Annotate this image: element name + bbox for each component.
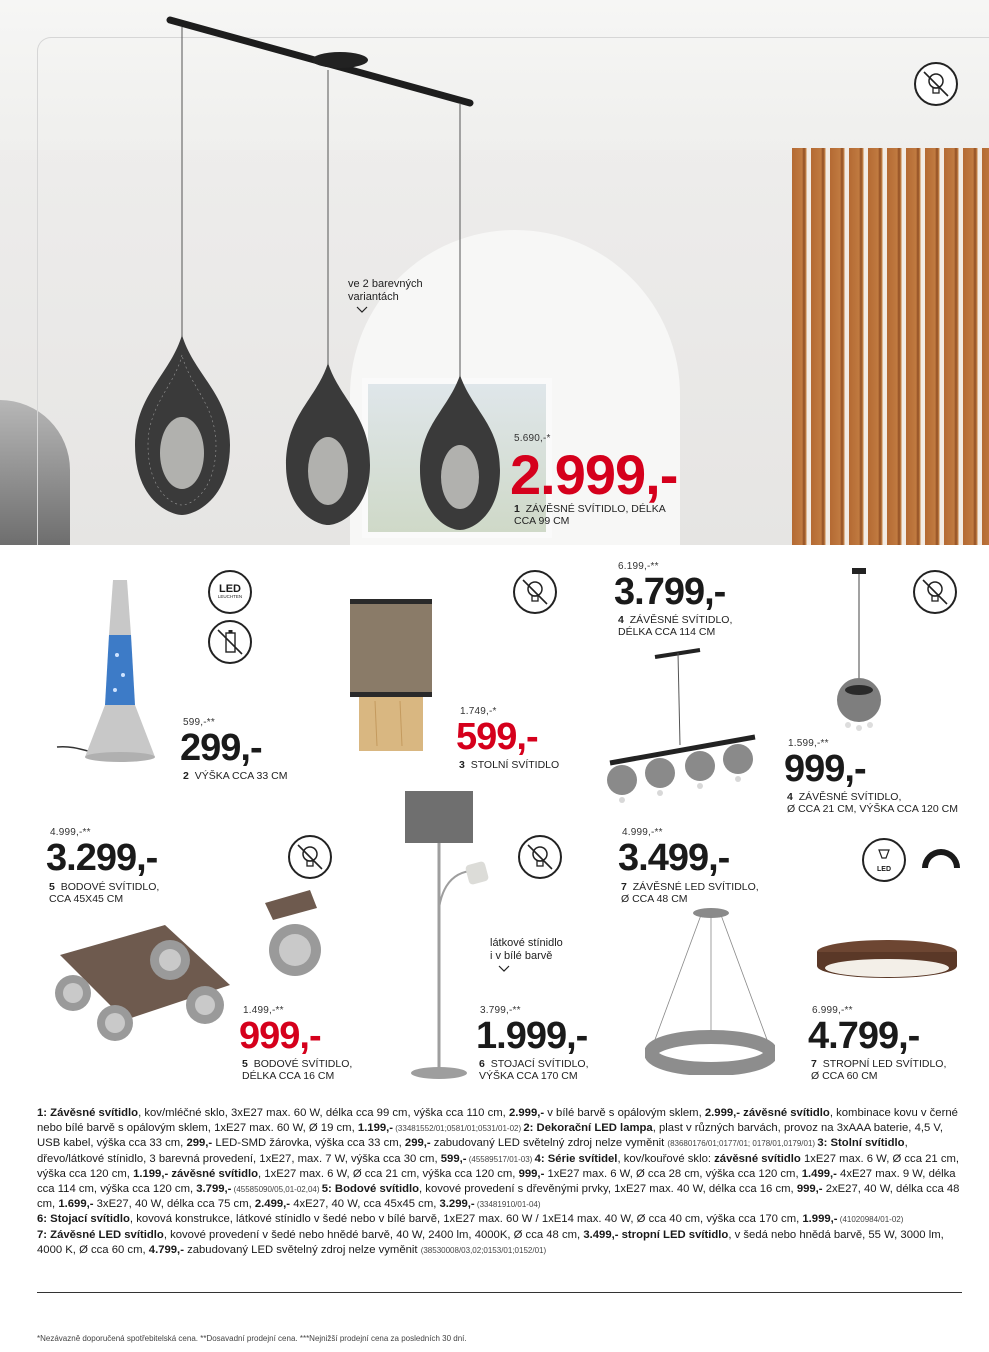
p4b-label-line1: ZÁVĚSNÉ SVÍTIDLO,	[798, 791, 902, 803]
no-bulb-included-icon	[513, 570, 557, 614]
pendant-4-lights-image	[600, 645, 785, 810]
led-icon-subtext: LEUCHTEN	[217, 594, 243, 600]
desc-text: 1xE27 max. 6 W, Ø cca 28 cm, výška cca 120 cm,	[544, 1167, 802, 1180]
desc-s2-title: 2: Dekorační LED lampa	[523, 1122, 653, 1135]
no-bulb-included-icon	[288, 835, 332, 879]
desc-code: (33481552/01;0581/01;0531/01-02)	[393, 1124, 524, 1134]
p5a-label	[49, 881, 159, 905]
desc-code: (38530008/03,02;0153/01;0152/01)	[420, 1245, 547, 1255]
p4a-price: 3.799,-	[614, 571, 726, 613]
p5a-price: 3.299,-	[46, 837, 158, 879]
shade-note-line1: látkové stínidlo	[490, 937, 563, 949]
desc-s5-title: 5: Bodové svítidlo	[321, 1183, 420, 1196]
p5b-label-line1: BODOVÉ SVÍTIDLO,	[253, 1058, 353, 1070]
led-lamp-icon	[208, 570, 252, 614]
desc-price: 1.699,-	[58, 1198, 94, 1211]
desc-text: , kov/mléčné sklo, 3xE27 max. 60 W, délka cca 99 cm, výška cca 110 cm,	[138, 1107, 509, 1119]
divider	[37, 1292, 962, 1293]
p4b-label	[787, 791, 958, 815]
p6-label-line1: STOJACÍ SVÍTIDLO,	[490, 1058, 589, 1070]
spotlight-4x-image	[45, 915, 235, 1050]
p7b-old-price: 6.999,-**	[812, 1005, 853, 1016]
footnote: *Nezávazně doporučená spotřebitelská cena. **Dosavadní prodejní cena. ***Nejnižší prodejní cena za posledních 30 dní.	[37, 1334, 467, 1343]
p4a-old-price: 6.199,-**	[618, 561, 659, 572]
desc-price: 299,-	[186, 1137, 213, 1150]
desc-text: , kombinace kovu v černé nebo bílé barvě s opálovým sklem, 1xE27 max. 60 W, Ø 19 cm,	[37, 1107, 958, 1135]
p7a-num: 7	[621, 881, 627, 893]
desc-price: 2.999,-	[508, 1107, 545, 1119]
desc-s3-title: 3: Stolní svítidlo	[817, 1137, 905, 1150]
chevron-down-icon	[356, 305, 423, 318]
no-bulb-included-icon	[518, 835, 562, 879]
desc-price: 2.999,- závěsné svítidlo	[704, 1107, 830, 1119]
desc-text: , v šedá nebo hnědá barvě, 55 W, 3000 lm, 4000 K, Ø cca 60 cm,	[37, 1228, 944, 1256]
desc-code: (83680176/01;0177/01; 0178/01,0179/01)	[667, 1139, 818, 1149]
desc-price: 3.799,-	[196, 1183, 232, 1196]
desc-price: 2.499,-	[254, 1198, 291, 1211]
desc-text: 2xE27, 40 W, délka cca 48 cm,	[37, 1183, 960, 1211]
desc-text: , kovové provedení v šedé nebo hnědé barvě, 40 W, 2400 lm, 4000K, Ø cca 48 cm,	[163, 1228, 584, 1241]
p4b-num: 4	[787, 791, 793, 803]
desc-code: (33481910/01-04)	[474, 1200, 541, 1210]
desc-price: 1.499,-	[801, 1167, 837, 1180]
desc-text: zabudovaný LED světelný zdroj nelze vyměnit	[430, 1137, 668, 1150]
no-battery-included-icon	[208, 620, 252, 664]
led-ring-pendant-image	[645, 905, 775, 1075]
p7b-label-line1: STROPNÍ LED SVÍTIDLO,	[822, 1058, 947, 1070]
hero-price: 2.999,-	[510, 443, 678, 506]
p5b-old-price: 1.499,-**	[243, 1005, 284, 1016]
desc-price: 999,-	[796, 1183, 823, 1196]
p4a-label-line2: DÉLKA CCA 114 CM	[618, 626, 716, 638]
desc-code: (41020984/01-02)	[837, 1215, 904, 1225]
desc-price: 4.799,-	[148, 1243, 184, 1256]
wood-slat-wall	[792, 148, 989, 545]
pendant-lamp-image	[130, 15, 510, 535]
p6-label-line2: VÝŠKA CCA 170 CM	[479, 1070, 578, 1082]
chevron-down-icon	[498, 964, 563, 977]
led-icon-text: LED	[218, 583, 241, 596]
desc-text: v bílé barvě s opálovým sklem,	[544, 1107, 705, 1119]
desc-price: 1.199,-	[357, 1122, 394, 1135]
p5a-num: 5	[49, 881, 55, 893]
desc-text: , dřevo/látkové stínidlo, 3 barevná provedení, 1xE27, max. 7 W, výška cca 30 cm,	[37, 1137, 908, 1165]
p7a-label	[621, 881, 759, 905]
led-bulb-icon	[862, 838, 906, 882]
hero-label	[514, 503, 666, 527]
p5b-label	[242, 1058, 352, 1082]
single-pendant-image	[830, 568, 890, 738]
p4b-label-line2: Ø CCA 21 CM, VÝŠKA CCA 120 CM	[787, 803, 958, 815]
desc-price: 3.299,-	[439, 1198, 475, 1211]
desc-text: 4xE27, 40 W, cca 45x45 cm,	[290, 1198, 440, 1211]
desc-text: 3xE27, 40 W, délka cca 75 cm,	[93, 1198, 255, 1211]
p6-old-price: 3.799,-**	[480, 1005, 521, 1016]
led-ceiling-light-image	[812, 938, 962, 983]
p4a-label	[618, 614, 732, 638]
desc-text: zabudovaný LED světelný zdroj nelze vyměnit	[183, 1243, 421, 1256]
p7a-old-price: 4.999,-**	[622, 827, 663, 838]
p2-old-price: 599,-**	[183, 717, 215, 728]
p3-num: 3	[459, 759, 465, 771]
variant-note-line2: variantách	[348, 291, 399, 303]
spotlight-1x-image	[255, 888, 335, 988]
desc-text: 4xE27 max. 9 W, délka cca 114 cm, výška cca 120 cm,	[37, 1167, 956, 1196]
p3-price: 599,-	[456, 716, 538, 758]
shade-note-line2: i v bílé barvě	[490, 950, 553, 962]
desc-text: 1xE27 max. 6 W, Ø cca 21 cm, výška cca 120 cm,	[37, 1152, 960, 1180]
desc-price: 299,-	[404, 1137, 431, 1150]
p4a-num: 4	[618, 614, 624, 626]
variant-note-line1: ve 2 barevných	[348, 278, 423, 290]
desc-s4-title: 4: Série svítidel	[534, 1152, 618, 1165]
desc-price: 1.199,- závěsné svítidlo	[133, 1167, 259, 1180]
p2-price: 299,-	[180, 727, 262, 769]
p3-label-text: STOLNÍ SVÍTIDLO	[470, 759, 560, 771]
dimmable-icon	[918, 838, 964, 887]
p2-label	[183, 770, 287, 782]
p7a-label-line2: Ø CCA 48 CM	[621, 893, 688, 905]
desc-code: (45585090/05,01-02,04)	[231, 1185, 322, 1195]
hero-label-line2: CCA 99 CM	[514, 515, 570, 527]
shade-note	[490, 937, 563, 977]
desc-price: 1.999,-	[802, 1213, 838, 1226]
p7b-price: 4.799,-	[808, 1015, 920, 1057]
p4a-label-line1: ZÁVĚSNÉ SVÍTIDLO,	[629, 614, 733, 626]
variant-note	[348, 278, 423, 318]
desc-text: , kovové provedení s dřevěnými prvky, 1xE27 max. 40 W, délka cca 16 cm,	[419, 1183, 797, 1196]
desc-price: 3.499,- stropní LED svítidlo	[583, 1228, 729, 1241]
desc-text: , kovová konstrukce, látkové stínidlo v šedé nebo v bílé barvě, 1xE27 max. 60 W / 1xE14 max. 40 W, Ø cca 40 cm, výška cca 170 cm,	[129, 1213, 803, 1226]
p5a-label-line2: CCA 45X45 CM	[49, 893, 124, 905]
desc-s7-title: 7: Závěsné LED svítidlo	[37, 1228, 164, 1241]
desc-text: , 1xE27 max. 6 W, Ø cca 21 cm, výška cca 120 cm,	[258, 1167, 519, 1180]
p6-price: 1.999,-	[476, 1015, 588, 1057]
desc-price: 599,-	[440, 1152, 467, 1165]
p5a-old-price: 4.999,-**	[50, 827, 91, 838]
desc-s6-title: 6: Stojací svítidlo	[37, 1213, 130, 1226]
no-bulb-included-icon	[913, 570, 957, 614]
desc-text: , plast v různých barvách, provoz na 3xAAA baterie, 4,5 V, USB kabel, výška cca 33 cm,	[37, 1122, 944, 1150]
hero-old-price: 5.690,-*	[514, 433, 551, 444]
p7a-label-line1: ZÁVĚSNÉ LED SVÍTIDLO,	[632, 881, 759, 893]
table-lamp-image	[345, 596, 435, 756]
p5a-label-line1: BODOVÉ SVÍTIDLO,	[60, 881, 160, 893]
p7a-price: 3.499,-	[618, 837, 730, 879]
desc-s1-title: 1: Závěsné svítidlo	[37, 1107, 139, 1119]
p5b-price: 999,-	[239, 1015, 321, 1057]
desc-text: LED-SMD žárovka, výška cca 33 cm,	[212, 1137, 405, 1150]
p2-num: 2	[183, 770, 189, 782]
p3-old-price: 1.749,-*	[460, 706, 497, 717]
p5b-label-line2: DÉLKA CCA 16 CM	[242, 1070, 335, 1082]
decor-panel	[0, 400, 70, 545]
p4b-price: 999,-	[784, 748, 866, 790]
hero-label-line1: ZÁVĚSNÉ SVÍTIDLO, DÉLKA	[525, 503, 666, 515]
desc-code: (45589517/01-03)	[466, 1154, 535, 1164]
p6-num: 6	[479, 1058, 485, 1070]
led-bulb-icon-text: LED	[877, 865, 891, 873]
p7b-label-line2: Ø CCA 60 CM	[811, 1070, 878, 1082]
p3-label	[459, 759, 559, 771]
p7b-label	[811, 1058, 946, 1082]
no-bulb-included-icon	[914, 62, 958, 106]
desc-price: 999,-	[518, 1167, 545, 1180]
product-description	[37, 1106, 962, 1258]
desc-price: závěsné svítidlo	[714, 1152, 801, 1165]
lava-lamp-image	[55, 575, 165, 770]
p7b-num: 7	[811, 1058, 817, 1070]
hero-image	[0, 0, 989, 545]
desc-text: , kov/kouřové sklo:	[617, 1152, 715, 1165]
p4b-old-price: 1.599,-**	[788, 738, 829, 749]
p5b-num: 5	[242, 1058, 248, 1070]
hero-label-num: 1	[514, 503, 520, 515]
p2-label-text: VÝŠKA CCA 33 CM	[194, 770, 288, 782]
p6-label	[479, 1058, 589, 1082]
